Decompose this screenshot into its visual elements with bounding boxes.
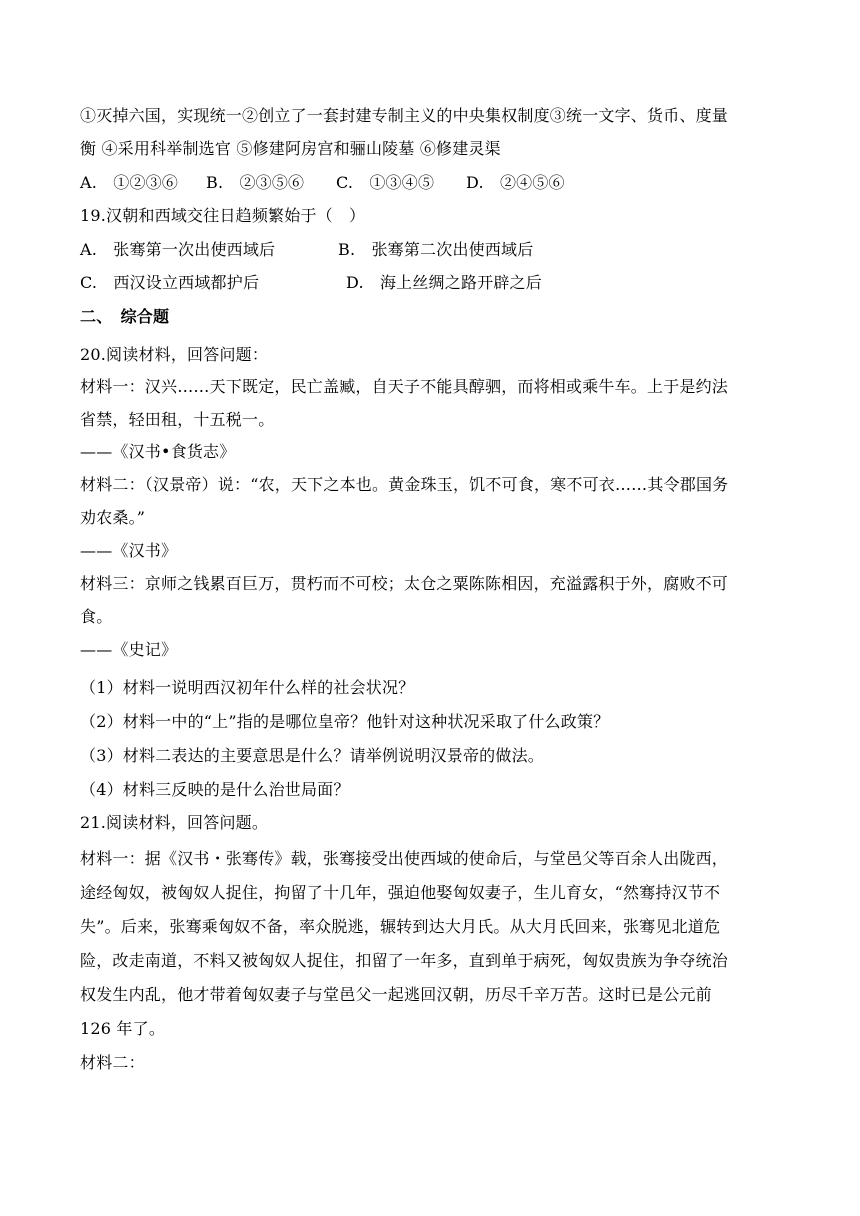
q20-material-3-line-1: 材料三：京师之钱累百巨万，贯朽而不可校；太仓之粟陈陈相因，充溢露积于外，腐败不可 [80,574,729,593]
q19-stem: 19.汉朝和西域交往日趋频繁始于（ ） [80,206,366,225]
q20-material-2-line-1: 材料二：（汉景帝）说：“农，天下之本也。黄金珠玉，饥不可食，寒不可衣……其令郡国务 [80,475,729,494]
q18-items-line-1: ①灭掉六国，实现统一②创立了一套封建专制主义的中央集权制度③统一文字、货币、度量 [80,106,729,125]
q18-option-d: D. ②④⑤⑥ [466,173,565,192]
q20-material-3-line-2: 食。 [80,607,113,626]
q20-material-3-source: ——《史记》 [80,640,178,659]
q18-option-a: A. ①②③⑥ [80,173,179,192]
q21-material-1-line-5: 权发生内乱，他才带着匈奴妻子与堂邑父一起逃回汉朝，历尽千辛万苦。这时已是公元前 [80,985,712,1004]
q21-stem: 21.阅读材料，回答问题。 [80,813,269,832]
q20-question-3: （3）材料二表达的主要意思是什么？请举例说明汉景帝的做法。 [80,746,544,765]
section-heading: 二、 综合题 [80,307,170,326]
q19-option-a: A. 张骞第一次出使西域后 [80,240,276,259]
q21-material-1-line-3: 失”。后来，张骞乘匈奴不备，率众脱逃，辗转到达大月氏。从大月氏回来，张骞见北道危 [80,917,721,936]
q19-options-row-1 [80,240,533,260]
q20-material-1-line-1: 材料一：汉兴……天下既定，民亡盖臧，自天子不能具醇驷，而将相或乘牛车。上于是约法 [80,377,729,396]
q20-question-2: （2）材料一中的“上”指的是哪位皇帝？他针对这种状况采取了什么政策？ [80,712,610,731]
q20-stem: 20.阅读材料，回答问题： [80,345,269,364]
q21-material-1-line-4: 险，改走南道，不料又被匈奴人捉住，扣留了一年多，直到单于病死，匈奴贵族为争夺统治 [80,951,729,970]
q20-material-2-line-2: 劝农桑。” [80,508,146,527]
q18-option-b: B. ②③⑤⑥ [206,173,305,192]
q18-items-line-2: 衡 ④采用科举制选官 ⑤修建阿房宫和骊山陵墓 ⑥修建灵渠 [80,139,501,158]
q21-material-1-line-6: 126 年了。 [80,1019,166,1038]
q20-material-1-line-2: 省禁，轻田租，十五税一。 [80,410,275,429]
q18-option-c: C. ①③④⑤ [336,173,435,192]
q20-question-1: （1）材料一说明西汉初年什么样的社会状况？ [80,678,415,697]
q19-option-d: D. 海上丝绸之路开辟之后 [346,273,542,292]
q21-material-2-label: 材料二： [80,1053,145,1072]
q19-option-b: B. 张骞第二次出使西域后 [338,240,534,259]
q18-options [80,173,565,193]
q20-material-2-source: ——《汉书》 [80,541,178,560]
q20-material-1-source: ——《汉书•食货志》 [80,442,236,461]
q19-option-c: C. 西汉设立西域都护后 [80,273,260,292]
q20-question-4: （4）材料三反映的是什么治世局面？ [80,780,350,799]
q19-options-row-2 [80,273,542,293]
q21-material-1-line-1: 材料一：据《汉书・张骞传》载，张骞接受出使西域的使命后，与堂邑父等百余人出陇西， [80,849,729,868]
q21-material-1-line-2: 途经匈奴，被匈奴人捉住，拘留了十几年，强迫他娶匈奴妻子，生儿育女，“然骞持汉节不 [80,883,721,902]
